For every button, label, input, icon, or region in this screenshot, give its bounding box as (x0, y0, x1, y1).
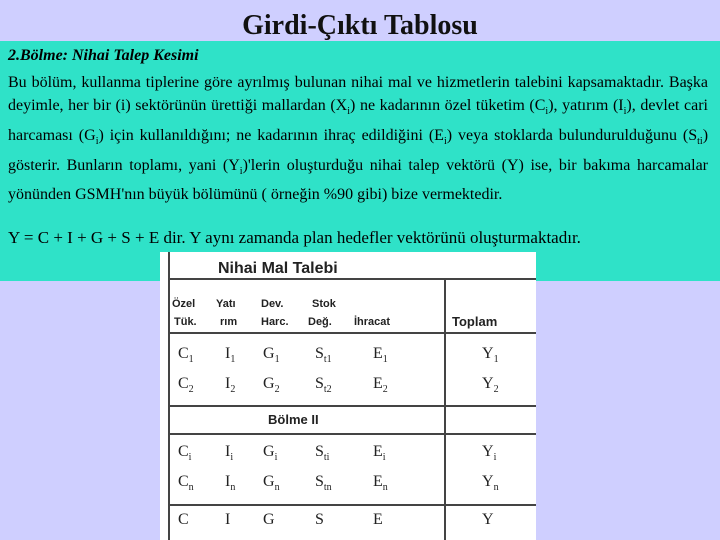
text-panel (0, 41, 720, 281)
section-rule-top (168, 405, 536, 407)
table-cell-i: $I_i$ (225, 443, 234, 464)
total-row-rule (168, 504, 536, 506)
table-cell-c: $C_2$ (178, 375, 194, 396)
table-cell-s: $S_{ti}$ (315, 443, 330, 464)
section-label: Bölme II (268, 412, 319, 427)
para-text: Bu bölüm, kullanma tiplerine göre ayrılmış bulunan nihai mal ve hizmetlerin talebini kapsamaktadır. Başka deyimle, her bir (i) sektörünün ürettiği mallardan (X (8, 74, 708, 115)
table-divider (444, 278, 446, 540)
table-cell-i: $I_1$ (225, 345, 236, 366)
table-cell-e: $E_2$ (373, 375, 388, 396)
table-cell-y: $Y_2$ (482, 375, 499, 396)
column-header: Özel (172, 298, 196, 310)
slide-title: Girdi-Çıktı Tablosu (242, 10, 478, 41)
para-sub: i (239, 165, 243, 177)
para-text: ) için kullanıldığını; ne kadarının ihraç edildiğini (E (98, 127, 444, 144)
table-cell-c: $C_1$ (178, 345, 194, 366)
table-cell-g: $G_i$ (263, 443, 278, 464)
para-text: ) ne kadarının özel tüketim (C (350, 97, 546, 115)
table-cell-i: $I_2$ (225, 375, 236, 396)
table-cell-s: S (315, 511, 324, 528)
table-cell-y: $Y_n$ (482, 473, 499, 494)
table-cell-c: $C_i$ (178, 443, 192, 464)
para-sub: i (545, 106, 549, 118)
table-header-title: Nihai Mal Talebi (218, 260, 338, 277)
column-header: Tük. (174, 316, 197, 328)
para-text: ) gösterir. Bunların toplamı, yani (Y (8, 127, 709, 174)
table-cell-c: C (178, 511, 189, 528)
column-header: rım (220, 316, 238, 328)
section-heading: 2.Bölme: Nihai Talep Kesimi (8, 47, 199, 64)
para-sub: ti (697, 136, 703, 148)
table-cell-e: $E_n$ (373, 473, 388, 494)
table-cell-c: $C_n$ (178, 473, 194, 494)
column-header: Harc. (261, 316, 289, 328)
column-header-rule (168, 332, 536, 334)
header-rule (168, 278, 536, 280)
table-cell-e: $E_i$ (373, 443, 386, 464)
column-header: Değ. (308, 316, 332, 328)
table-cell-s: $S_{t1}$ (315, 345, 332, 366)
column-header: Stok (312, 298, 336, 310)
table-cell-s: $S_{tn}$ (315, 473, 332, 494)
table-cell-s: $S_{t2}$ (315, 375, 332, 396)
para-text: ), devlet cari harcaması (G (8, 97, 708, 144)
table-cell-g: $G_n$ (263, 473, 280, 494)
para-sub: i (623, 106, 627, 118)
table-cell-i: I (225, 511, 231, 528)
table-cell-g: $G_1$ (263, 345, 280, 366)
para-text: )'lerin oluşturduğu nihai talep vektörü (Y) ise, bir bakıma harcamalar yönünden GSMH'nın büyük bölümünü ( örneğin %90 gibi) bize vermektedir. (8, 156, 709, 204)
table-cell-y: $Y_i$ (482, 443, 497, 464)
final-demand-table (160, 252, 536, 540)
table-cell-y: $Y_1$ (482, 345, 499, 366)
table-cell-g: $G_2$ (263, 375, 280, 396)
table-cell-i: $I_n$ (225, 473, 236, 494)
table-cell-e: E (373, 511, 383, 528)
column-header: Dev. (261, 298, 284, 310)
total-column-header: Toplam (452, 314, 498, 329)
para-text: ) veya stoklarda bulundurulduğunu (S (446, 127, 698, 144)
equation-line: Y = C + I + G + S + E dir. Y aynı zamanda plan hedefler vektörünü oluşturmaktadır. (8, 228, 581, 247)
table-cell-g: G (263, 511, 275, 528)
section-rule-bottom (168, 433, 536, 435)
para-text: ), yatırım (I (548, 97, 624, 115)
table-cell-y: Y (482, 511, 494, 528)
para-sub: i (347, 106, 351, 118)
table-border-left (168, 252, 170, 540)
column-header: Yatı (216, 298, 236, 310)
para-sub: i (443, 136, 447, 148)
column-header: İhracat (354, 316, 391, 328)
table-cell-e: $E_1$ (373, 345, 388, 366)
body-paragraph (8, 71, 708, 207)
para-sub: i (95, 136, 99, 148)
